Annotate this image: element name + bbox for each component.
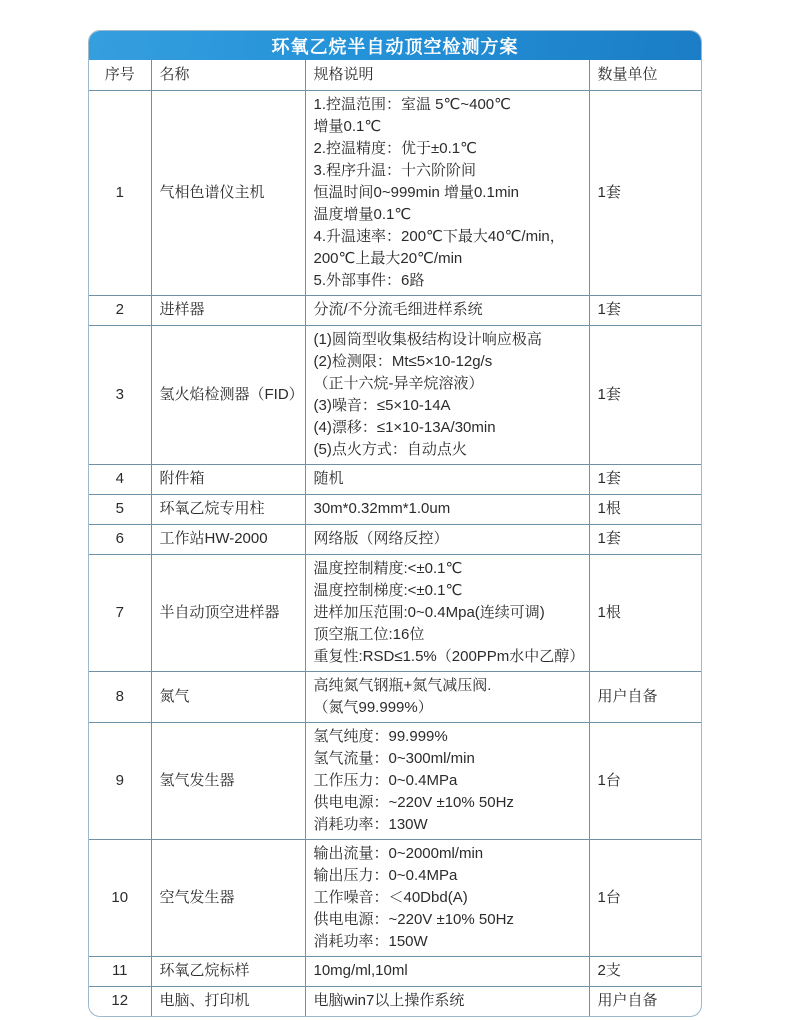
row-qty-cell: 1套 [589, 325, 702, 464]
table-row [89, 524, 702, 554]
table-row [89, 325, 702, 464]
spec-line: 进样加压范围:0~0.4Mpa(连续可调) [313, 603, 545, 621]
row-spec-cell [305, 325, 589, 464]
row-spec-cell [305, 839, 589, 956]
col-header-qty: 数量单位 [589, 60, 702, 90]
table-row [89, 986, 702, 1016]
row-name-cell: 氮气 [151, 671, 305, 722]
table-row [89, 295, 702, 325]
spec-line: 消耗功率：130W [313, 815, 428, 833]
spec-line: 恒温时间0~999min 增量0.1min [313, 183, 519, 201]
row-name-cell: 氢气发生器 [151, 722, 305, 839]
row-no-cell: 1 [89, 90, 151, 295]
spec-line: (2)检测限：Mt≤5×10-12g/s [313, 352, 493, 370]
row-no-cell: 9 [89, 722, 151, 839]
spec-line: 输出压力：0~0.4MPa [313, 866, 458, 884]
row-qty-cell: 用户自备 [597, 992, 658, 1010]
row-spec-cell [305, 956, 589, 986]
spec-line: 顶空瓶工位:16位 [313, 625, 425, 643]
table-row [89, 90, 702, 295]
spec-table [89, 60, 702, 1016]
table-row [89, 839, 702, 956]
row-qty-cell: 1台 [589, 722, 702, 839]
spec-line: 10mg/ml,10ml [313, 962, 408, 979]
spec-line: 高纯氮气钢瓶+氮气减压阀. [313, 676, 492, 694]
table-title: 环氧乙烷半自动顶空检测方案 [89, 31, 701, 60]
row-qty-cell: 1套 [589, 90, 702, 295]
row-spec-cell [305, 464, 589, 494]
row-spec-cell [305, 722, 589, 839]
row-name-cell: 氢火焰检测器（FID） [151, 325, 305, 464]
spec-line: 1.控温范围：室温 5℃~400℃ [313, 95, 511, 113]
spec-line: 输出流量：0~2000ml/min [313, 844, 484, 862]
row-spec-cell [305, 494, 589, 524]
spec-line: 分流/不分流毛细进样系统 [313, 301, 483, 318]
spec-line: 供电电源：~220V ±10% 50Hz [313, 793, 514, 811]
spec-line: 随机 [313, 470, 344, 487]
row-no-cell: 6 [89, 524, 151, 554]
table-row [89, 671, 702, 722]
table-row [89, 464, 702, 494]
row-spec-cell [305, 90, 589, 295]
spec-line: 4.升温速率：200℃下最大40℃/min， [313, 227, 565, 245]
spec-line: 5.外部事件：6路 [313, 271, 425, 289]
row-name-cell: 工作站HW-2000 [151, 524, 305, 554]
row-name-cell: 半自动顶空进样器 [151, 554, 305, 671]
spec-line: 30m*0.32mm*1.0um [313, 500, 451, 517]
row-no-cell: 7 [89, 554, 151, 671]
row-spec-cell [305, 524, 589, 554]
spec-line: 2.控温精度：优于±0.1℃ [313, 139, 477, 157]
spec-line: (3)噪音：≤5×10-14A [313, 396, 451, 414]
spec-line: (4)漂移：≤1×10-13A/30min [313, 418, 496, 436]
row-no-cell: 5 [89, 494, 151, 524]
spec-line: (5)点火方式：自动点火 [313, 440, 467, 458]
row-spec-cell [305, 986, 589, 1016]
spec-line: 温度控制梯度:<±0.1℃ [313, 581, 463, 599]
row-no-cell: 12 [89, 986, 151, 1016]
row-qty-cell: 1套 [589, 295, 702, 325]
row-name-cell: 进样器 [151, 295, 305, 325]
spec-line: 网络版（网络反控） [313, 530, 449, 547]
row-qty-cell: 1根 [589, 554, 702, 671]
row-name-cell: 环氧乙烷专用柱 [151, 494, 305, 524]
spec-line: 电脑win7以上操作系统 [313, 992, 465, 1010]
spec-line: 温度控制精度:<±0.1℃ [313, 559, 463, 577]
spec-line: （正十六烷-异辛烷溶液） [313, 374, 484, 392]
spec-line: 供电电源：~220V ±10% 50Hz [313, 910, 514, 928]
row-qty-cell: 2支 [589, 956, 702, 986]
spec-line: 氢气流量：0~300ml/min [313, 749, 475, 767]
spec-line: 重复性:RSD≤1.5%（200PPm水中乙醇） [313, 647, 585, 665]
row-no-cell: 2 [89, 295, 151, 325]
row-name-cell: 空气发生器 [151, 839, 305, 956]
row-qty-cell: 1台 [589, 839, 702, 956]
table-row [89, 494, 702, 524]
spec-line: 工作压力：0~0.4MPa [313, 771, 458, 789]
col-header-name: 名称 [151, 60, 305, 90]
spec-line: 工作噪音：＜40Dbd(A) [313, 888, 468, 906]
row-no-cell: 4 [89, 464, 151, 494]
table-row [89, 554, 702, 671]
spec-line: 消耗功率：150W [313, 932, 428, 950]
table-body [89, 90, 702, 1016]
row-name-cell: 环氧乙烷标样 [151, 956, 305, 986]
row-spec-cell [305, 671, 589, 722]
row-qty-cell: 用户自备 [589, 671, 702, 722]
row-qty-cell: 1套 [589, 524, 702, 554]
row-spec-cell [305, 295, 589, 325]
col-header-spec: 规格说明 [305, 60, 589, 90]
row-qty-cell: 1套 [589, 464, 702, 494]
spec-line: 温度增量0.1℃ [313, 205, 412, 223]
row-no-cell: 3 [89, 325, 151, 464]
table-row [89, 956, 702, 986]
row-spec-cell [305, 554, 589, 671]
row-name-cell: 气相色谱仪主机 [151, 90, 305, 295]
header-row [89, 60, 702, 90]
col-header-no: 序号 [89, 60, 151, 90]
spec-line: （氮气99.999%） [313, 698, 433, 716]
spec-line: 增量0.1℃ [313, 117, 382, 135]
row-no-cell: 11 [89, 956, 151, 986]
row-qty-cell: 1根 [589, 494, 702, 524]
spec-line: (1)圆筒型收集极结构设计响应极高 [313, 330, 542, 348]
row-no-cell: 10 [89, 839, 151, 956]
detection-scheme-card [88, 30, 702, 1017]
row-name-cell: 附件箱 [151, 464, 305, 494]
row-name-cell: 电脑、打印机 [151, 986, 305, 1016]
table-row [89, 722, 702, 839]
spec-line: 氢气纯度：99.999% [313, 727, 448, 745]
spec-line: 200℃上最大20℃/min [313, 249, 463, 267]
row-no-cell: 8 [89, 671, 151, 722]
spec-line: 3.程序升温：十六阶阶间 [313, 161, 477, 179]
